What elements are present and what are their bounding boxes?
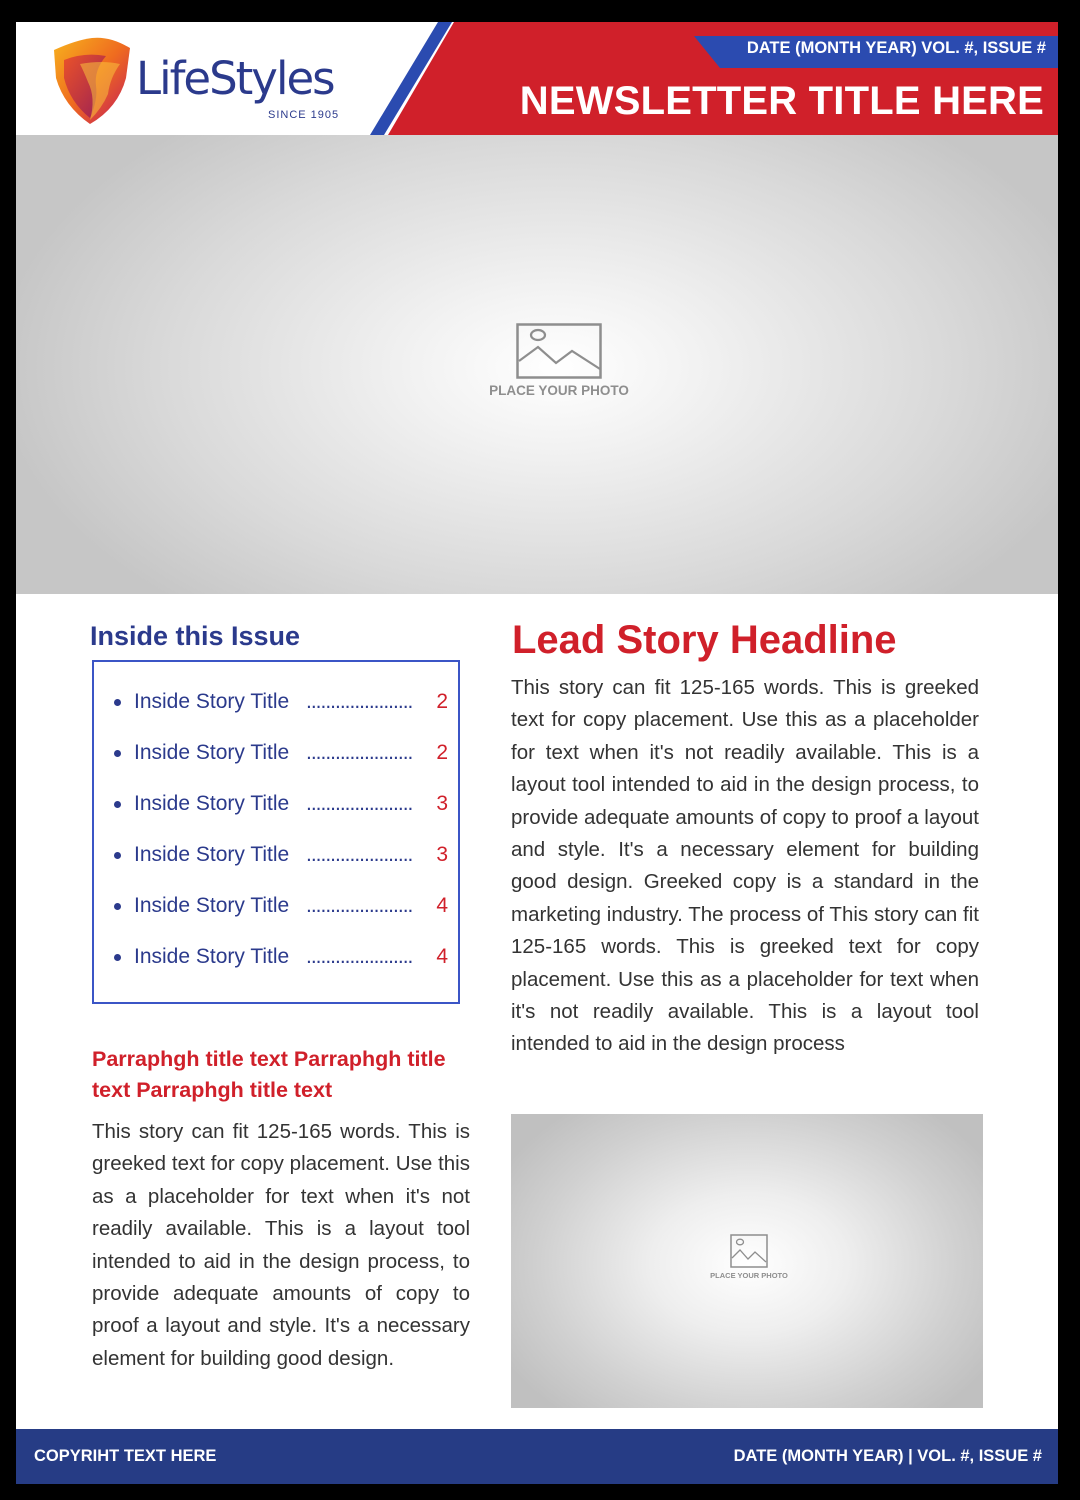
paragraph-body: This story can fit 125-165 words. This is greeked text for copy placement. Use this as a placeholder for text when it's not readily available. This is a layout tool intended to aid in the design process, to provide adequate amounts of copy to proof a layout and style. It's a necessary element for building good design. (92, 1120, 470, 1370)
toc-page-number: 2 (436, 741, 448, 764)
toc-leader-dots: ...................... (306, 946, 413, 967)
bullet-icon (114, 750, 121, 757)
inside-issue-title: Inside this Issue (90, 621, 301, 651)
toc-leader-dots: ...................... (306, 844, 413, 865)
newsletter-page (16, 22, 1058, 1484)
toc-leader-dots: ...................... (306, 691, 413, 712)
toc-item-label: Inside Story Title (134, 792, 290, 815)
footer-copyright: COPYRIHT TEXT HERE (34, 1447, 217, 1465)
shield-icon (50, 34, 134, 126)
brand-since: SINCE 1905 (268, 109, 340, 121)
issue-date-line: DATE (MONTH YEAR) VOL. #, ISSUE # (746, 39, 1046, 57)
image-placeholder-icon (730, 1234, 768, 1268)
bullet-icon (114, 699, 121, 706)
hero-photo-placeholder[interactable] (16, 135, 1058, 594)
bullet-icon (114, 903, 121, 910)
lead-story-headline: Lead Story Headline (512, 618, 897, 662)
photo-placeholder-text: PLACE YOUR PHOTO (489, 383, 629, 398)
toc-item-label: Inside Story Title (134, 741, 290, 764)
table-of-contents (92, 660, 460, 1004)
newsletter-title: NEWSLETTER TITLE HERE (519, 79, 1044, 123)
toc-item[interactable] (94, 688, 458, 718)
lead-story-body: This story can fit 125-165 words. This is greeked text for copy placement. Use this as a placeholder for text when it's not readily available. This is a layout tool intended to aid in the design process, to provide adequate amounts of copy to proof a layout and style. It's a necessary element for building good design. Greeked copy is a standard in the marketing industry. The process of This story can fit 125-165 words. This is greeked text for copy placement. Use this as a placeholder for text when it's not readily available. This is a layout tool intended to aid in the design process (511, 676, 979, 1056)
bullet-icon (114, 801, 121, 808)
toc-item[interactable] (94, 739, 458, 769)
toc-page-number: 4 (436, 945, 448, 968)
brand-name: LifeStyles (136, 52, 334, 105)
toc-item-label: Inside Story Title (134, 690, 290, 713)
photo-placeholder-text: PLACE YOUR PHOTO (710, 1271, 788, 1280)
toc-page-number: 3 (436, 792, 448, 815)
story-photo-placeholder[interactable] (511, 1114, 983, 1408)
toc-leader-dots: ...................... (306, 793, 413, 814)
toc-leader-dots: ...................... (306, 742, 413, 763)
bullet-icon (114, 954, 121, 961)
toc-page-number: 4 (436, 894, 448, 917)
toc-item[interactable] (94, 943, 458, 973)
toc-item-label: Inside Story Title (134, 843, 290, 866)
footer (16, 1429, 1058, 1484)
toc-item[interactable] (94, 790, 458, 820)
toc-page-number: 2 (436, 690, 448, 713)
bullet-icon (114, 852, 121, 859)
image-placeholder-icon (516, 323, 602, 379)
toc-item[interactable] (94, 841, 458, 871)
toc-page-number: 3 (436, 843, 448, 866)
toc-item-label: Inside Story Title (134, 945, 290, 968)
toc-leader-dots: ...................... (306, 895, 413, 916)
paragraph-title: Parraphgh title text Parraphgh title text Parraphgh title text (92, 1047, 446, 1102)
brand-logo[interactable] (50, 34, 350, 126)
toc-item-label: Inside Story Title (134, 894, 290, 917)
toc-item[interactable] (94, 892, 458, 922)
footer-date-line: DATE (MONTH YEAR) | VOL. #, ISSUE # (733, 1447, 1042, 1465)
header (16, 22, 1058, 135)
